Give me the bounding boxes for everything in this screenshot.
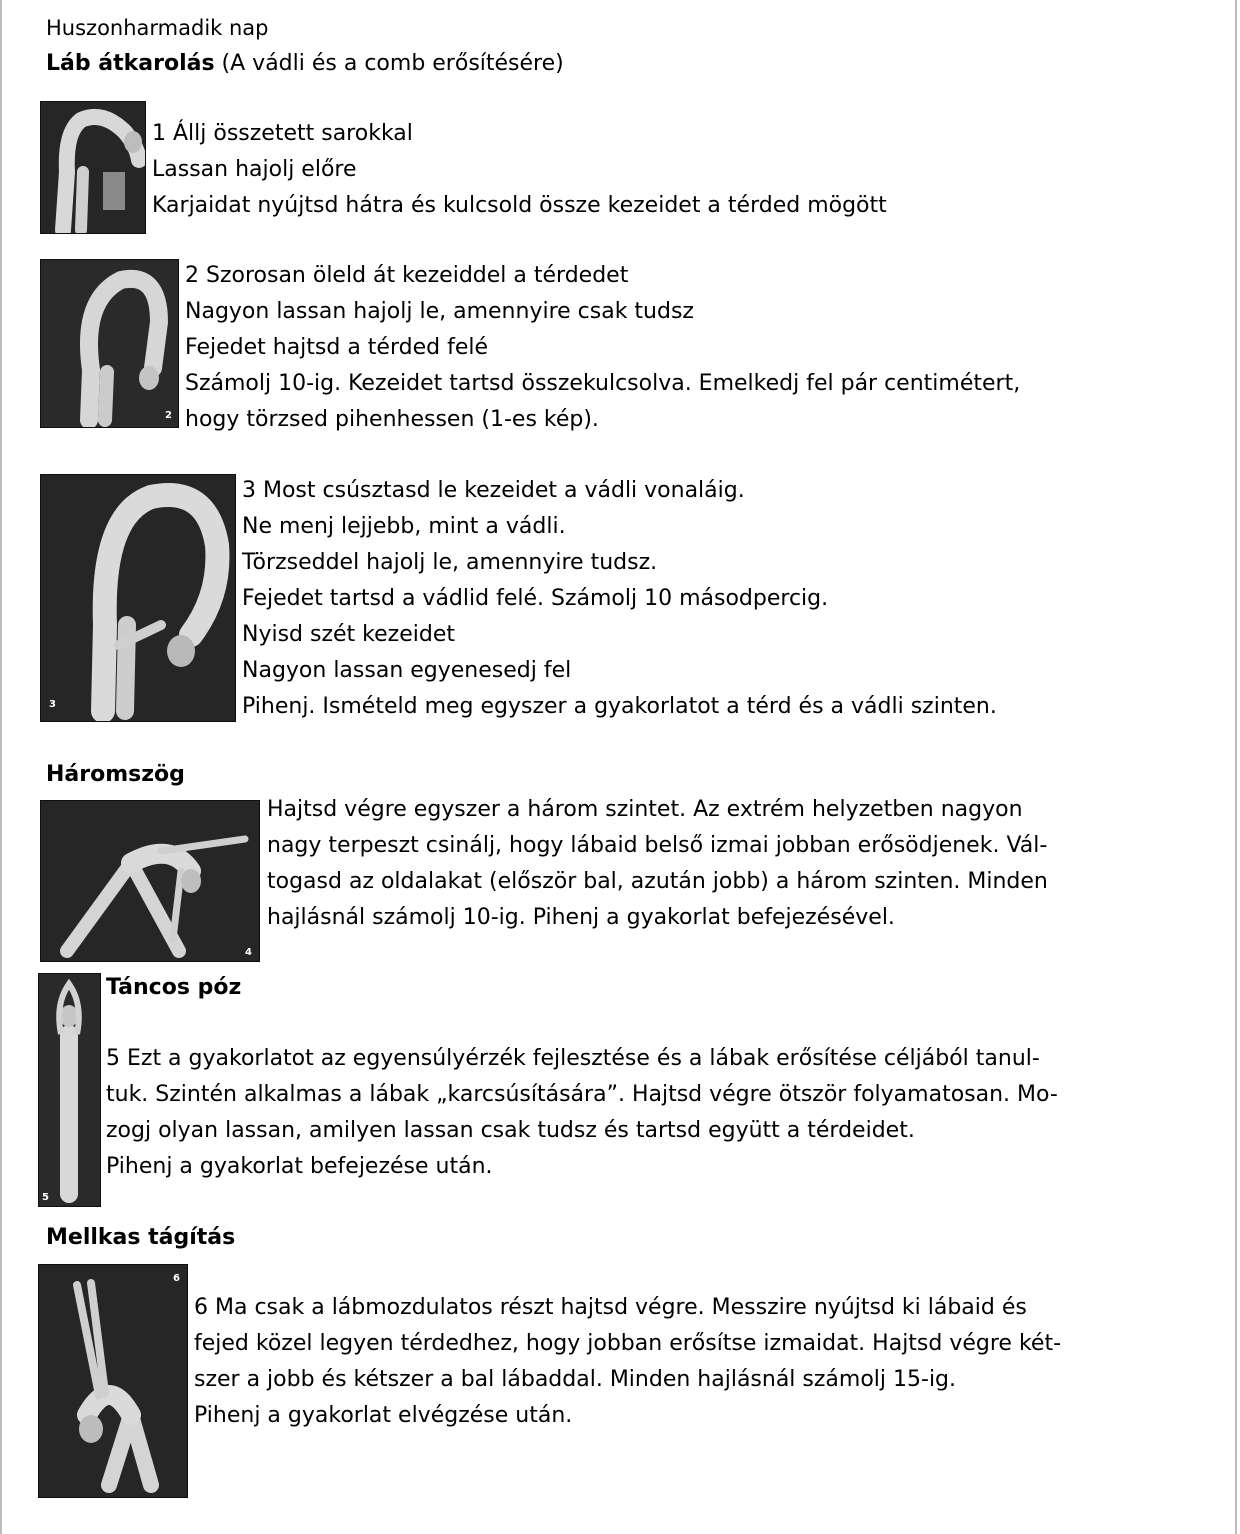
step3-line: Pihenj. Ismételd meg egyszer a gyakorlatot a térd és a vádli szinten. [242, 694, 997, 719]
photo-number: 5 [42, 1192, 49, 1203]
step1-line: Karjaidat nyújtsd hátra és kulcsold össze kezeidet a térded mögött [152, 193, 887, 218]
step3-line: Ne menj lejjebb, mint a vádli. [242, 514, 566, 539]
tancos-poz-text [106, 1041, 1058, 1185]
step1-line: Lassan hajolj előre [152, 157, 357, 182]
day-title: Huszonharmadik nap [46, 16, 269, 40]
photo-number: 6 [173, 1273, 180, 1284]
step2-line: Fejedet hajtsd a térded felé [185, 335, 489, 360]
step3-line: Nagyon lassan egyenesedj fel [242, 658, 572, 683]
section-heading-mellkas-tagitas: Mellkas tágítás [46, 1225, 236, 1250]
haromszog-line: nagy terpeszt csinálj, hogy lábaid belső izmai jobban erősödjenek. Vál- [267, 833, 1048, 858]
exercise-photo-3 [40, 474, 236, 722]
exercise-photo-4 [40, 800, 260, 962]
section-title-lab-atkarolas [46, 46, 564, 82]
haromszog-line: hajlásnál számolj 10-ig. Pihenj a gyakorlat befejezésével. [267, 905, 895, 930]
step1-line: 1 Állj összetett sarokkal [152, 121, 413, 146]
tancos-poz-line: 5 Ezt a gyakorlatot az egyensúlyérzék fejlesztése és a lábak erősítése céljából tanul- [106, 1046, 1040, 1071]
haromszog-line: Hajtsd végre egyszer a három szintet. Az extrém helyzetben nagyon [267, 797, 1023, 822]
page-left-border [0, 0, 2, 1534]
photo-number: 2 [165, 410, 172, 421]
tancos-poz-line: zogj olyan lassan, amilyen lassan csak tudsz és tartsd együtt a térdeidet. [106, 1118, 915, 1143]
tancos-poz-line: tuk. Szintén alkalmas a lábak „karcsúsítására”. Hajtsd végre ötször folyamatosan. Mo- [106, 1082, 1058, 1107]
step2-line: Számolj 10-ig. Kezeidet tartsd összekulcsolva. Emelkedj fel pár centimétert, [185, 371, 1021, 396]
exercise-photo-1 [40, 101, 146, 234]
step2-line: 2 Szorosan öleld át kezeiddel a térdedet [185, 263, 629, 288]
mellkas-tagitas-line: 6 Ma csak a lábmozdulatos részt hajtsd végre. Messzire nyújtsd ki lábaid és [194, 1295, 1027, 1320]
exercise-photo-5 [38, 973, 101, 1207]
mellkas-tagitas-line: fejed közel legyen térdedhez, hogy jobban erősítse izmaidat. Hajtsd végre két- [194, 1331, 1062, 1356]
step2-line: Nagyon lassan hajolj le, amennyire csak tudsz [185, 299, 694, 324]
exercise-photo-2 [40, 259, 179, 428]
step3-line: Nyisd szét kezeidet [242, 622, 455, 647]
section-heading: Láb átkarolás [46, 51, 215, 76]
step3-line: 3 Most csúsztasd le kezeidet a vádli vonaláig. [242, 478, 745, 503]
step1-text [152, 116, 887, 224]
section-subtitle: (A vádli és a comb erősítésére) [214, 51, 564, 76]
tancos-poz-line: Pihenj a gyakorlat befejezése után. [106, 1154, 493, 1179]
page-right-border [1235, 0, 1237, 1534]
step2-text [185, 258, 1020, 438]
exercise-photo-6 [38, 1264, 188, 1498]
haromszog-text [267, 792, 1048, 936]
mellkas-tagitas-line: Pihenj a gyakorlat elvégzése után. [194, 1403, 573, 1428]
section-heading-haromszog: Háromszög [46, 762, 185, 787]
step3-line: Törzseddel hajolj le, amennyire tudsz. [242, 550, 658, 575]
mellkas-tagitas-line: szer a jobb és kétszer a bal lábaddal. Minden hajlásnál számolj 15-ig. [194, 1367, 957, 1392]
photo-number: 4 [245, 947, 252, 958]
step3-line: Fejedet tartsd a vádlid felé. Számolj 10 másodpercig. [242, 586, 829, 611]
mellkas-tagitas-text [194, 1290, 1061, 1434]
haromszog-line: togasd az oldalakat (először bal, azután jobb) a három szinten. Minden [267, 869, 1048, 894]
step2-line: hogy törzsed pihenhessen (1-es kép). [185, 407, 599, 432]
step3-text [242, 473, 997, 725]
section-heading-tancos-poz: Táncos póz [106, 975, 242, 1000]
photo-number: 3 [49, 699, 56, 710]
